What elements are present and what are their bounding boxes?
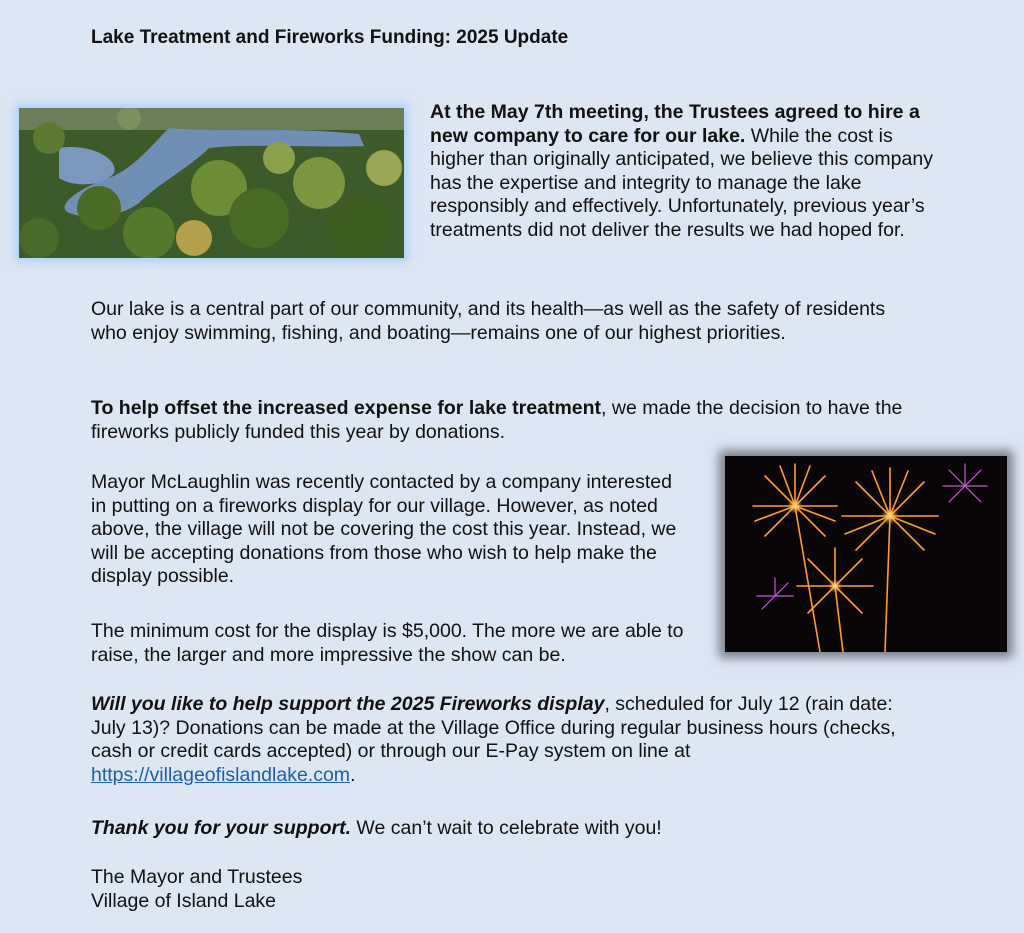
page-title: Lake Treatment and Fireworks Funding: 2025 Update — [91, 27, 569, 48]
mayor-contact-paragraph — [91, 471, 681, 589]
donation-paragraph-end: . — [350, 763, 356, 786]
thank-you-paragraph — [91, 817, 911, 841]
meeting-paragraph — [430, 101, 935, 242]
thank-you-text: We can’t wait to celebrate with you! — [351, 817, 662, 839]
donation-paragraph-text: , scheduled for July 12 (rain date: July 13)? Donations can be made at the Village Office during regular business hours (checks, cash or credit cards accepted) or through our E-Pay system on line at — [91, 693, 896, 762]
signature-line-2: Village of Island Lake — [91, 889, 277, 912]
minimum-cost-text: The minimum cost for the display is $5,000. The more we are able to raise, the larger and more impressive the show can be. — [91, 620, 684, 666]
offset-expense-bold: To help offset the increased expense for lake treatment — [91, 397, 602, 419]
village-website-link[interactable]: https://villageofislandlake.com — [91, 763, 351, 786]
donation-paragraph-bold-italic: Will you like to help support the 2025 Fireworks display — [91, 693, 605, 715]
meeting-paragraph-text: While the cost is higher than originally anticipated, we believe this company has the expertise and integrity to manage the lake responsibly and effectively. Unfortunately, previous year’s treatments did not deliver the results we had hoped for. — [430, 124, 933, 241]
mayor-contact-text: Mayor McLaughlin was recently contacted by a company interested in putting on a fireworks display for our village. However, as noted above, the village will not be covering the cost this year. Instead, we will be accepting donations from those who wish to help make the display possible. — [91, 471, 677, 587]
donation-paragraph — [91, 693, 911, 787]
offset-expense-text: , we made the decision to have the fireworks publicly funded this year by donations. — [91, 397, 903, 443]
community-paragraph-text: Our lake is a central part of our community, and its health—as well as the safety of residents who enjoy swimming, fishing, and boating—remains one of our highest priorities. — [91, 298, 886, 344]
fireworks-image — [725, 456, 1007, 652]
thank-you-bold-italic: Thank you for your support. — [91, 817, 352, 839]
meeting-paragraph-bold: At the May 7th meeting, the Trustees agreed to hire a new company to care for our lake. — [430, 101, 920, 147]
minimum-cost-paragraph — [91, 620, 701, 667]
offset-expense-paragraph — [91, 397, 921, 444]
signature-block — [91, 866, 591, 913]
community-paragraph — [91, 298, 891, 345]
lake-aerial-image — [19, 108, 404, 258]
signature-line-1: The Mayor and Trustees — [91, 866, 303, 888]
